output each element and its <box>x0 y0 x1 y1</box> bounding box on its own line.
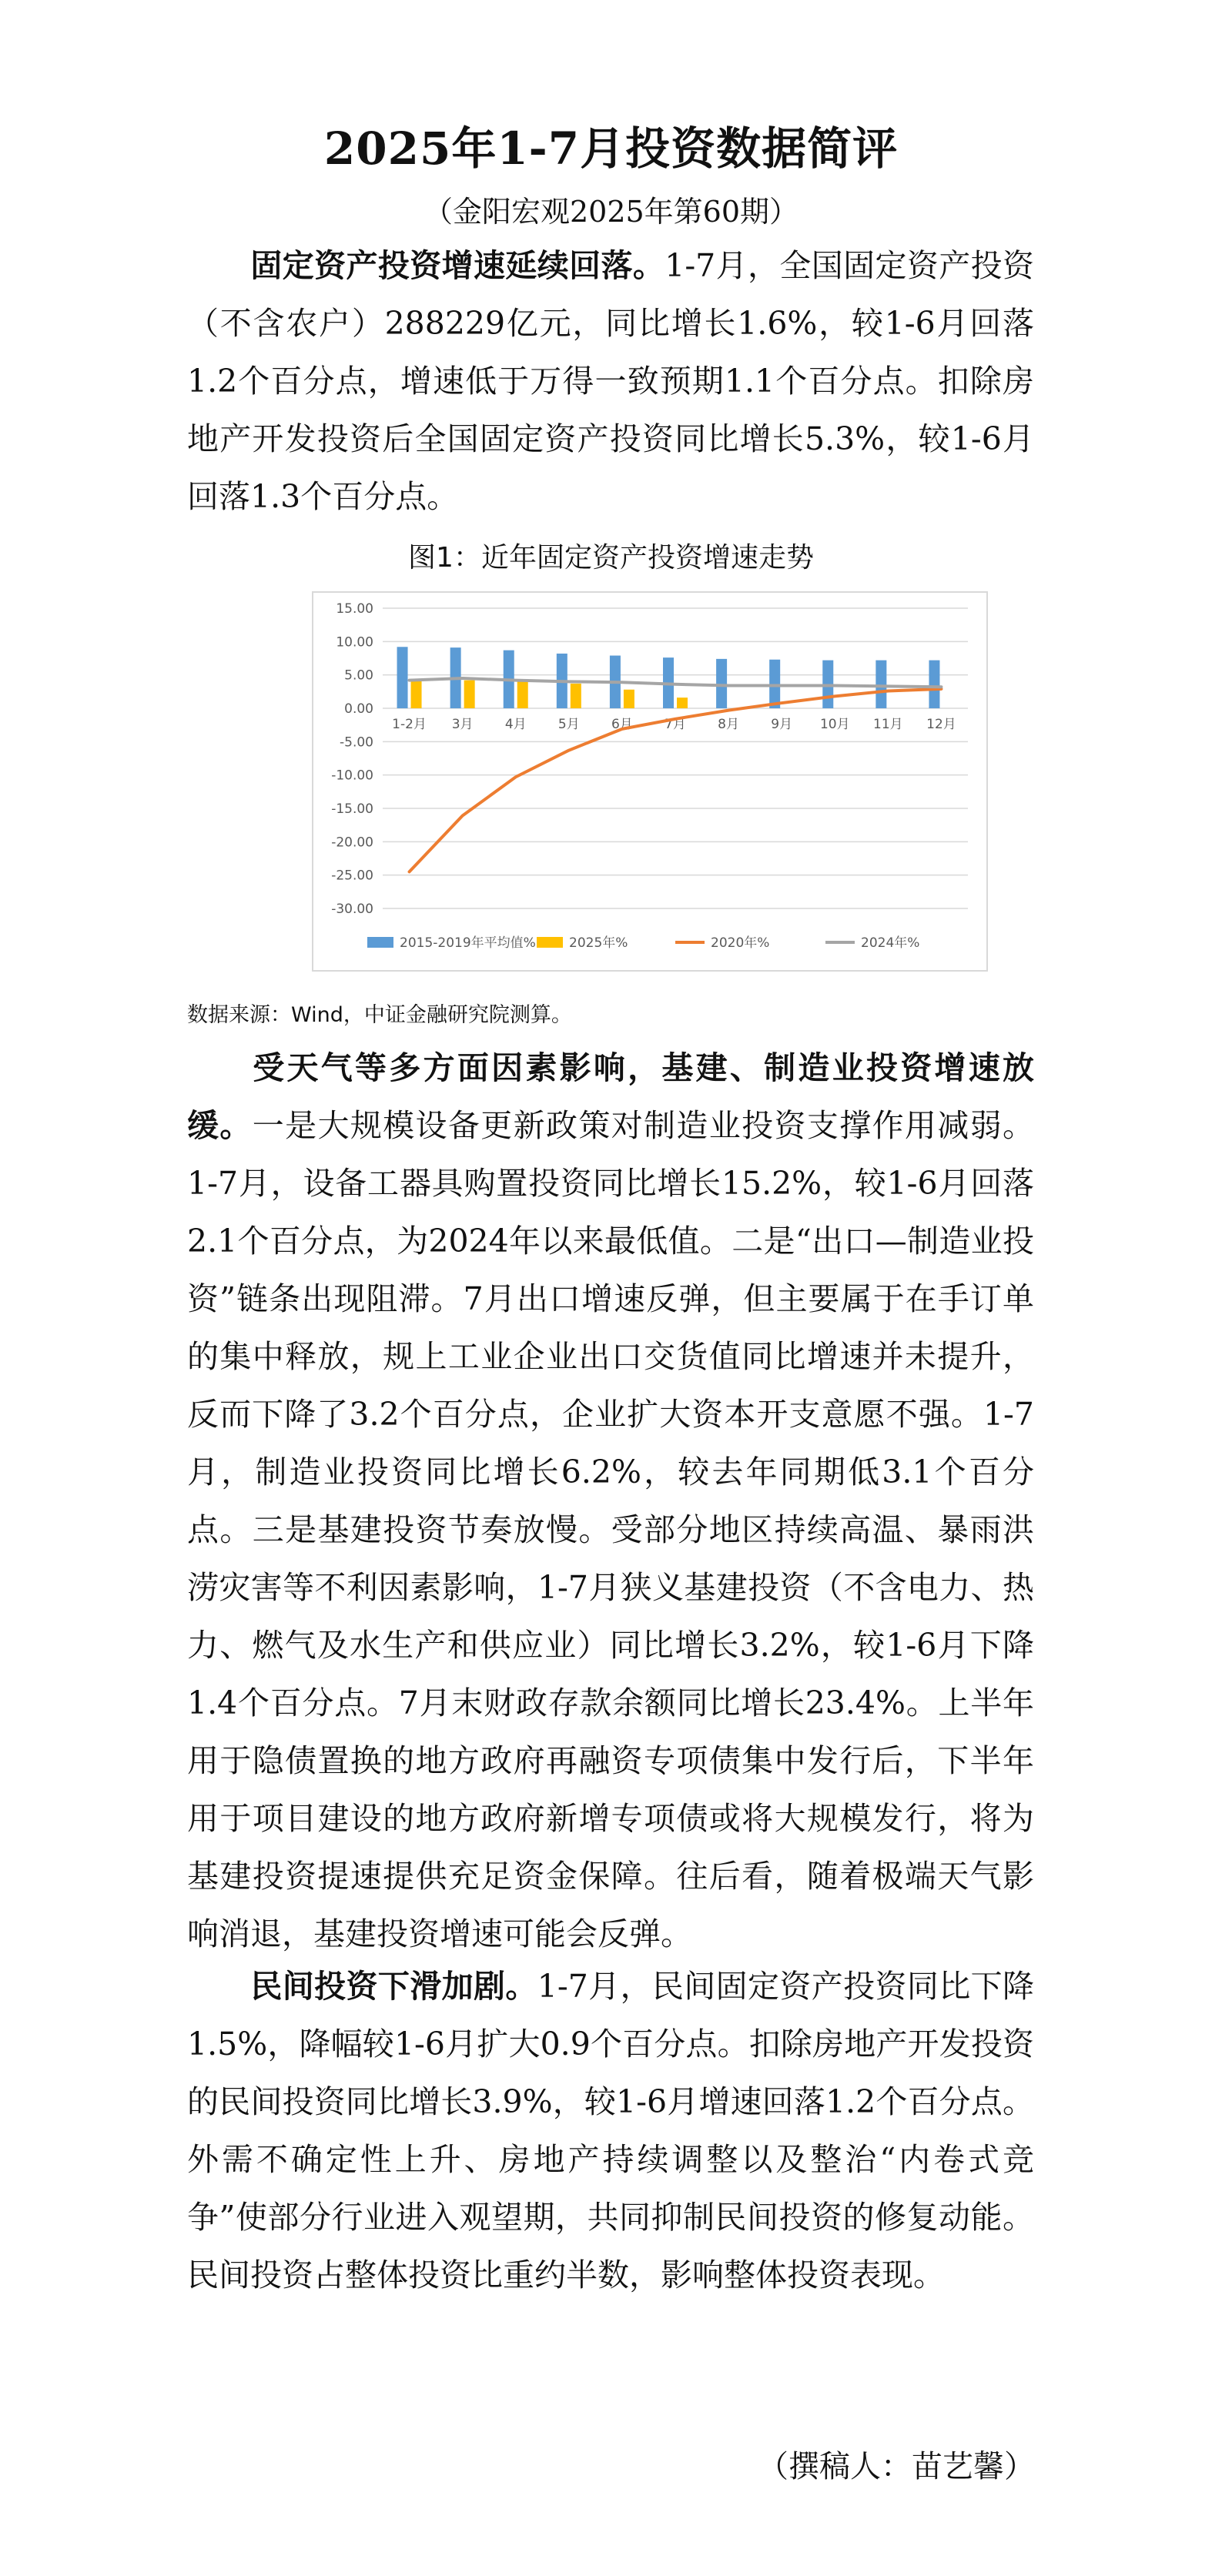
x-tick-label: 3月 <box>451 717 474 732</box>
x-tick-label: 5月 <box>557 717 580 732</box>
paragraph-lead: 民间投资下滑加剧。 <box>250 1968 537 2005</box>
bar-avg-2015-2019 <box>929 661 939 708</box>
bar-year-2025 <box>624 690 634 708</box>
y-tick-label: 0.00 <box>344 701 373 717</box>
page-subtitle: （金阳宏观2025年第60期） <box>423 195 799 229</box>
bar-year-2025 <box>411 681 422 708</box>
paragraph-fixed-asset-investment <box>187 237 1034 526</box>
legend-label: 2015-2019年平均值% <box>400 935 536 951</box>
legend-label: 2024年% <box>861 935 920 951</box>
y-tick-label: 10.00 <box>336 634 373 651</box>
y-tick-label: 15.00 <box>336 601 373 617</box>
x-tick-label: 7月 <box>665 717 686 732</box>
bar-avg-2015-2019 <box>769 660 780 708</box>
paragraph-body: 一是大规模设备更新政策对制造业投资支撑作用减弱。1-7月，设备工器具购置投资同比增长15.2%，较1-6月回落2.1个百分点，为2024年以来最低值。二是“出口—制造业投资”链条出现阻滞。7月出口增速反弹，但主要属于在手订单的集中释放，规上工业企业出口交货值同比增速并未提升，反而下降了3.2个百分点，企业扩大资本开支意愿不强。1-7月，制造业投资同比增长6.2%，较去年同期低3.1个百分点。三是基建投资节奏放慢。受部分地区持续高温、暴雨洪涝灾害等不利因素影响，1-7月狭义基建投资（不含电力、热力、燃气及水生产和供应业）同比增长3.2%，较1-6月下降1.4个百分点。7月末财政存款余额同比增长23.4%。上半年用于隐债置换的地方政府再融资专项债集中发行后，下半年用于项目建设的地方政府新增专项债或将大规模发行，将为基建投资提速提供充足资金保障。往后看，随着极端天气影响消退，基建投资增速可能会反弹。 <box>187 1107 1035 1952</box>
y-tick-label: -20.00 <box>331 835 373 851</box>
bar-avg-2015-2019 <box>397 647 408 708</box>
bar-year-2025 <box>517 681 528 708</box>
figure-caption: 图1：近年固定资产投资增速走势 <box>408 542 814 574</box>
x-tick-label: 4月 <box>504 717 527 732</box>
x-tick-label: 6月 <box>611 717 633 732</box>
y-tick-label: -25.00 <box>331 868 373 884</box>
chart-canvas <box>313 593 986 970</box>
paragraph-body: 1-7月，全国固定资产投资（不含农户）288229亿元，同比增长1.6%，较1-6月回落1.2个百分点，增速低于万得一致预期1.1个百分点。扣除房地产开发投资后全国固定资产投资同比增长5.3%，较1-6月回落1.3个百分点。 <box>187 247 1034 515</box>
bar-year-2025 <box>571 684 581 708</box>
paragraph-private-investment <box>187 1958 1034 2304</box>
paragraph-lead: 固定资产投资增速延续回落。 <box>250 247 665 284</box>
legend-label: 2025年% <box>569 935 628 951</box>
line-year-2024 <box>410 678 942 687</box>
y-tick-label: 5.00 <box>344 667 373 684</box>
paragraph-body: 1-7月，民间固定资产投资同比下降1.5%，降幅较1-6月扩大0.9个百分点。扣除房地产开发投资的民间投资同比增长3.9%，较1-6月增速回落1.2个百分点。外需不确定性上升、房地产持续调整以及整治“内卷式竞争”使部分行业进入观望期，共同抑制民间投资的修复动能。民间投资占整体投资比重约半数，影响整体投资表现。 <box>187 1968 1035 2293</box>
y-tick-label: -15.00 <box>331 801 373 817</box>
page-title: 2025年1-7月投资数据简评 <box>323 122 899 175</box>
legend-swatch <box>367 937 393 948</box>
y-tick-label: -5.00 <box>340 734 373 751</box>
paragraph-lead: 受天气等多方面因素影响，基建、制造业投资增速放缓。 <box>187 1049 1034 1144</box>
x-tick-label: 12月 <box>926 717 956 732</box>
bar-year-2025 <box>464 681 475 708</box>
y-tick-label: -30.00 <box>331 902 373 917</box>
x-tick-label: 1-2月 <box>392 717 427 732</box>
y-tick-label: -10.00 <box>331 768 373 784</box>
x-tick-label: 9月 <box>771 717 793 732</box>
x-tick-label: 10月 <box>819 717 850 732</box>
bar-avg-2015-2019 <box>875 661 886 708</box>
bar-avg-2015-2019 <box>716 659 727 708</box>
x-tick-label: 11月 <box>873 717 903 732</box>
bar-year-2025 <box>677 698 688 708</box>
figure-source: 数据来源：Wind，中证金融研究院测算。 <box>187 1003 572 1027</box>
paragraph-infrastructure-manufacturing <box>187 1039 1034 1963</box>
investment-growth-chart <box>312 591 988 972</box>
author-credit: （撰稿人：苗艺馨） <box>758 2449 1035 2484</box>
x-tick-label: 8月 <box>718 717 740 732</box>
legend-label: 2020年% <box>711 935 770 951</box>
legend-swatch <box>537 937 563 948</box>
